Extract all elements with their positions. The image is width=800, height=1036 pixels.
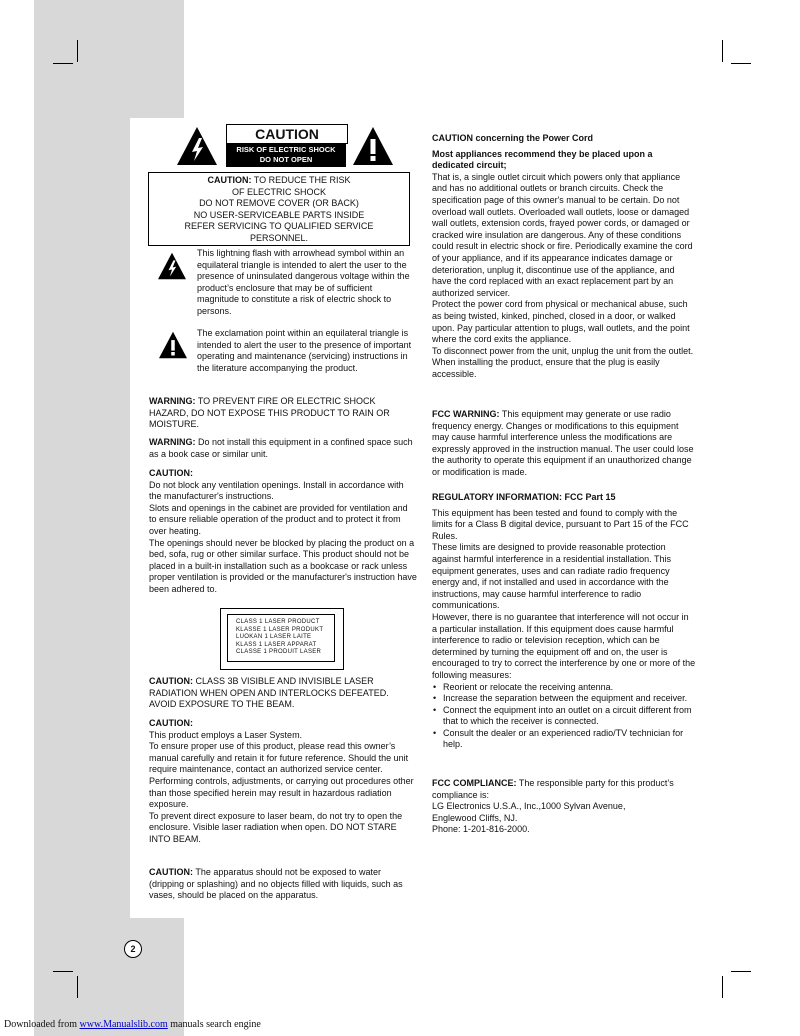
fcc-warning-label: FCC WARNING: [432,409,500,419]
caution-box-line: REFER SERVICING TO QUALIFIED SERVICE [184,221,374,232]
crop-mark [53,63,73,64]
caution-header-title: CAUTION [226,124,348,144]
caution-paragraph: Do not block any ventilation openings. Install in accordance with the manufacturer's instructions. [149,479,404,502]
crop-mark [731,63,751,64]
caution-subtitle-line: RISK OF ELECTRIC SHOCK [236,145,336,154]
caution-box-line: DO NOT REMOVE COVER (OR BACK) [199,198,359,209]
crop-mark [731,971,751,972]
crop-mark [53,971,73,972]
regulatory-section [432,492,696,751]
fcc-compliance-line: Englewood Cliffs, NJ. [432,812,518,823]
warning-confined [149,437,417,460]
lightning-warning-icon [176,126,218,166]
lightning-explanation: This lightning flash with arrowhead symbol within an equilateral triangle is intended to alert the user to the presence of uninsulated dangerous voltage within the product’s enclosure that may be of sufficient magnitude to constitute a risk of electric shock to persons. [197,248,410,316]
section-paragraph: This equipment has been tested and found to comply with the limits for a Class B digital device, pursuant to Part 15 of the FCC Rules. [432,507,689,541]
caution-text: CLASS 3B VISIBLE AND INVISIBLE LASER RADIATION WHEN OPEN AND INTERLOCKS DEFEATED. AVOID EXPOSURE TO THE BEAM. [149,676,389,710]
laser-product-label [220,608,344,670]
caution-paragraph: To prevent direct exposure to laser beam, do not try to open the enclosure. Visible laser radiation when open. DO NOT STARE INTO BEAM. [149,810,403,844]
lightning-warning-icon [157,252,187,280]
fcc-warning-text: This equipment may generate or use radio frequency energy. Changes or modifications to this equipment may cause harmful interference unless the modifications are expressly approved in the instruction manual. The user could lose the authority to operate this equipment if an unauthorized change or modification is made. [432,409,694,477]
page-number: 2 [124,940,142,958]
caution-box-line: OF ELECTRIC SHOCK [231,186,326,197]
crop-mark [77,40,78,62]
caution-paragraph: To ensure proper use of this product, please read this owner’s manual carefully and retain it for future reference. Should the unit require maintenance, contact an authorized service center. [149,741,409,775]
warning-label: WARNING: [149,396,196,406]
power-cord-section [432,133,696,380]
caution-label: CAUTION: [149,468,193,478]
warning-label: WARNING: [149,437,196,447]
crop-mark [722,40,723,62]
caution-paragraph: Slots and openings in the cabinet are provided for ventilation and to ensure reliable operation of the product and to protect it from over heating. [149,502,408,536]
fcc-compliance-text: The responsible party for this product’s compliance is: [432,778,674,800]
fcc-warning-section [432,409,696,479]
section-subheading: Most appliances recommend they be placed upon a dedicated circuit; [432,148,653,171]
laser-label-line: CLASS 1 LASER PRODUCT [236,619,320,625]
caution-paragraph: This product employs a Laser System. [149,729,303,740]
caution-label: CAUTION: [149,676,193,686]
caution-box-line: TO REDUCE THE RISK [253,175,351,185]
download-footer [4,1019,261,1030]
laser-label-line: KLASS 1 LASER APPARAT [236,641,317,648]
caution-water [149,867,411,902]
laser-label-line: LUOKAN 1 LASER LAITE [236,634,312,641]
warning-rain [149,396,417,431]
caution-box [148,172,410,246]
fcc-compliance-section [432,778,696,836]
caution-label: CAUTION: [149,867,193,877]
caution-label: CAUTION: [149,718,193,728]
measures-list [432,682,696,752]
caution-subtitle-line: DO NOT OPEN [259,155,313,164]
list-item: • Consult the dealer or an experienced radio/TV technician for help. [443,728,696,751]
section-paragraph: To disconnect power from the unit, unplug the unit from the outlet. When installing the product, ensure that the plug is easily accessible. [432,345,694,379]
list-item: • Increase the separation between the equipment and receiver. [443,693,696,705]
exclamation-explanation: The exclamation point within an equilateral triangle is intended to alert the user to the presence of important operating and maintenance (servicing) instructions in the literature accompanying the product. [197,328,412,373]
footer-suffix: manuals search engine [170,1019,261,1030]
fcc-compliance-label: FCC COMPLIANCE: [432,778,517,788]
section-paragraph: That is, a single outlet circuit which powers only that appliance and has no additional outlets or branch circuits. Check the specification page of this owner's manual to be certain. Do not overload wall outlets. Overloaded wall outlets, loose or damaged wall outlets, extension cords, frayed power cords, or damaged or cracked wire insulation are dangerous. Any of these conditions could result in electric shock or fire. Periodically examine the cord of your appliance, and if its appearance indicates damage or deterioration, unplug it, discontinue use of the appliance, and have the cord replaced with an exact replacement part by an authorized servicer. [432,171,693,298]
footer-prefix: Downloaded from [4,1019,78,1030]
caution-box-line: NO USER-SERVICEABLE PARTS INSIDE [193,209,365,220]
caution-box-line: PERSONNEL. [249,232,309,243]
caution-ventilation [149,468,417,596]
warning-text: Do not install this equipment in a confined space such as a book case or similar unit. [149,437,413,459]
fcc-compliance-line: Phone: 1-201-816-2000. [432,824,530,835]
exclamation-warning-icon [158,331,188,359]
caution-box-label: CAUTION: [207,175,252,185]
section-paragraph: These limits are designed to provide reasonable protection against harmful interference in a residential installation. This equipment generates, uses and can radiate radio frequency energy and, if not installed and used in accordance with the instructions, may cause harmful interference to radio communications. [432,542,671,611]
caution-header-subtitle [226,144,346,167]
fcc-compliance-line: LG Electronics U.S.A., Inc.,1000 Sylvan Avenue, [432,801,626,812]
footer-link[interactable]: www.Manualslib.com [79,1019,168,1030]
list-item: • Reorient or relocate the receiving antenna. [443,682,696,694]
caution-paragraph: The openings should never be blocked by placing the product on a bed, sofa, rug or other similar surface. This product should not be placed in a built-in installation such as a bookcase or rack unless proper ventilation is provided or the manufacturer's instruction have been adhered to. [149,537,417,594]
section-heading: CAUTION concerning the Power Cord [432,133,594,143]
warning-text: TO PREVENT FIRE OR ELECTRIC SHOCK HAZARD, DO NOT EXPOSE THIS PRODUCT TO RAIN OR MOISTURE. [149,396,390,430]
caution-laser-system [149,718,417,846]
section-paragraph: However, there is no guarantee that interference will not occur in a particular installation. If this equipment does cause harmful interference to radio or television reception, which can be determined by turning the equipment off and on, the user is encouraged to try to correct the interference by one or more of the following measures: [432,611,696,680]
section-heading: REGULATORY INFORMATION: FCC Part 15 [432,492,616,502]
caution-text: The apparatus should not be exposed to water (dripping or splashing) and no objects filled with liquids, such as vases, should be placed on the apparatus. [149,867,403,901]
laser-label-line: KLASSE 1 LASER PRODUKT [236,626,324,633]
crop-mark [722,976,723,998]
crop-mark [77,976,78,998]
list-item: • Connect the equipment into an outlet on a circuit different from that to which the receiver is connected. [443,705,696,728]
section-paragraph: Protect the power cord from physical or mechanical abuse, such as being twisted, kinked, pinched, closed in a door, or walked upon. Pay particular attention to plugs, wall outlets, and the point where the cord exits the appliance. [432,299,690,345]
caution-class3b [149,676,417,711]
caution-paragraph: Performing controls, adjustments, or carrying out procedures other than those specified herein may result in hazardous radiation exposure. [149,775,414,810]
laser-label-line: CLASSE 1 PRODUIT LASER [236,649,322,656]
exclamation-warning-icon [352,126,394,166]
laser-label-inner [227,614,335,662]
